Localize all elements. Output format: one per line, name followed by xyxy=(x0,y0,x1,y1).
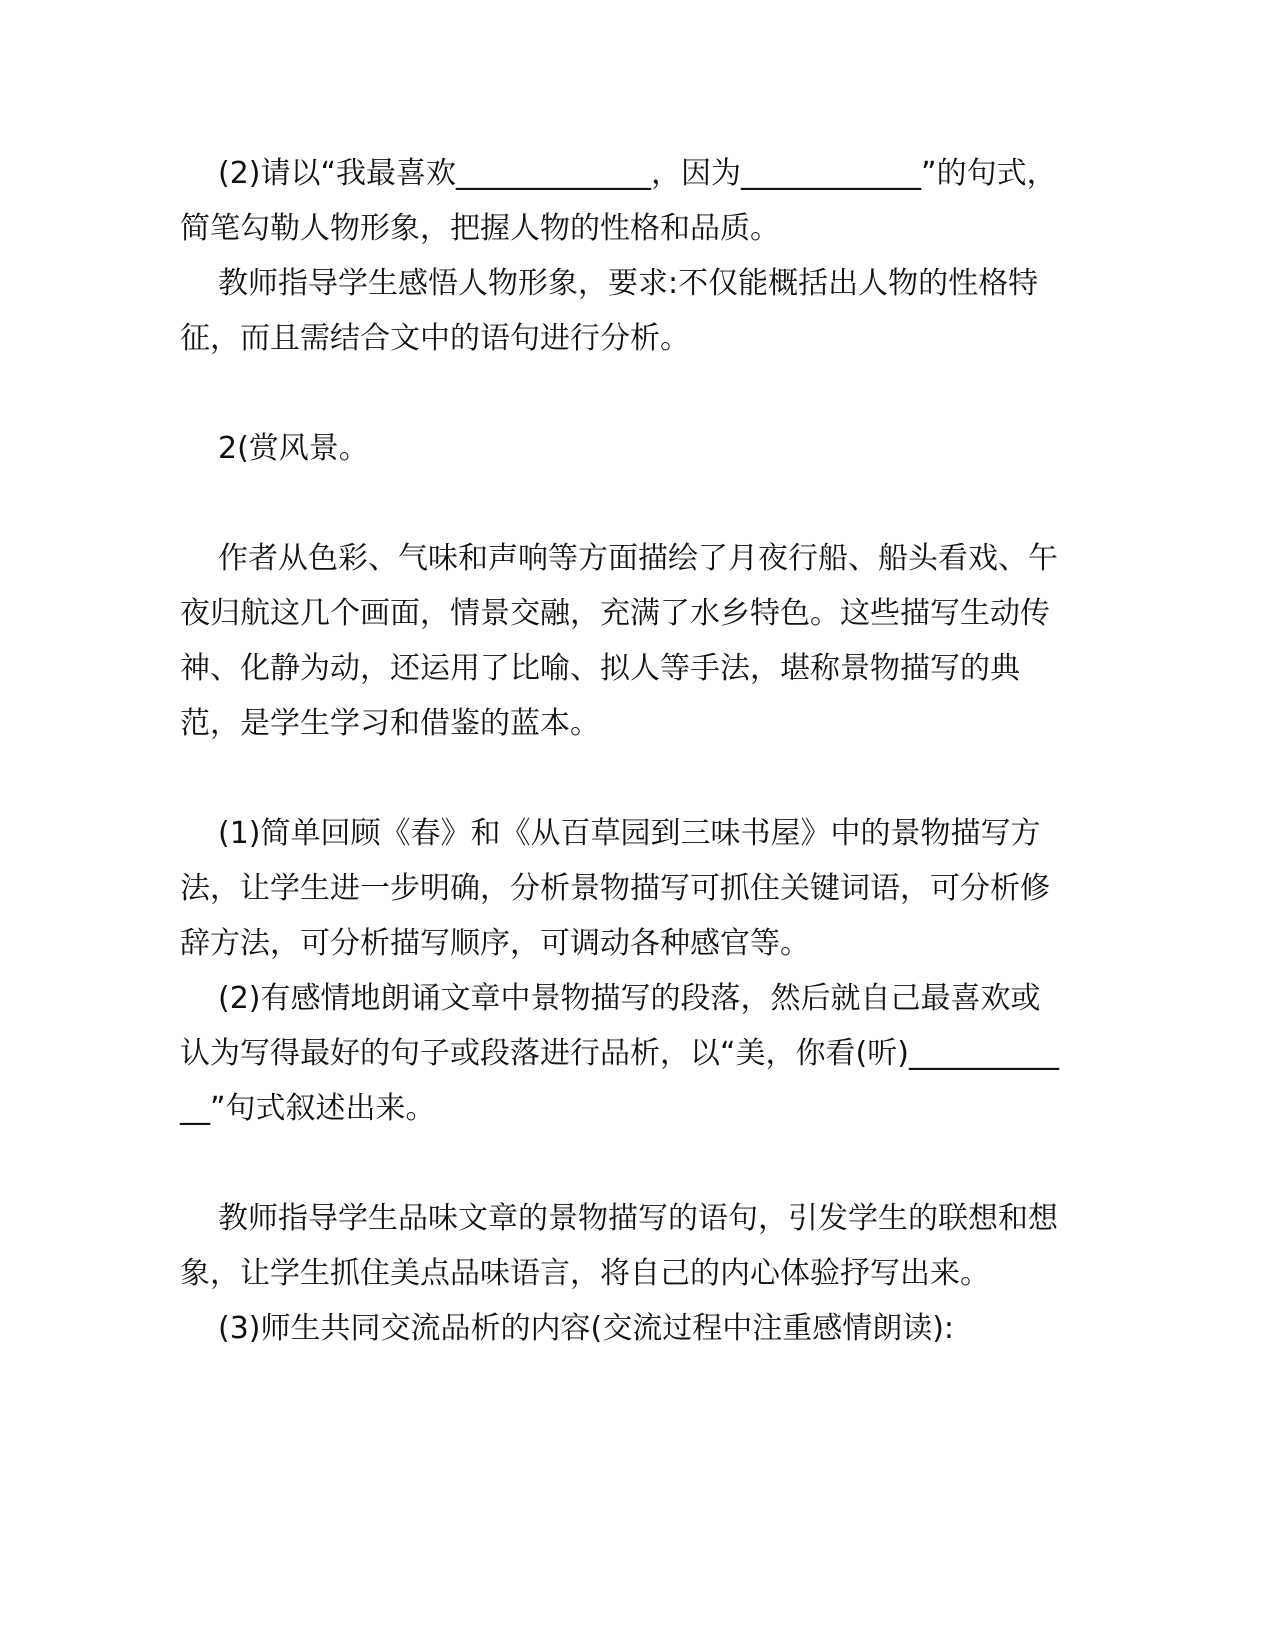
section-heading-scenery: 2(赏风景。 xyxy=(218,431,369,466)
paragraph-shared-exchange: (3)师生共同交流品析的内容(交流过程中注重感情朗读): xyxy=(218,1311,955,1346)
paragraph-spacer xyxy=(180,476,1060,531)
paragraph-scenery-description: 作者从色彩、气味和声响等方面描绘了月夜行船、船头看戏、午夜归航这几个画面，情景交融，充满了水乡特色。这些描写生动传神、化静为动，还运用了比喻、拟人等手法，堪称景物描写的典范，是学生学习和借鉴的蓝本。 xyxy=(180,541,1058,741)
paragraph-character-sentence-task: (2)请以“我最喜欢_____________，因为____________”的句式，简笔勾勒人物形象，把握人物的性格和品质。 xyxy=(180,156,1057,246)
paragraph-review-methods: (1)简单回顾《春》和《从百草园到三味书屋》中的景物描写方法，让学生进一步明确，分析景物描写可抓住关键词语，可分析修辞方法，可分析描写顺序，可调动各种感官等。 xyxy=(180,816,1050,961)
paragraph-teacher-guidance-character: 教师指导学生感悟人物形象，要求:不仅能概括出人物的性格特征，而且需结合文中的语句进行分析。 xyxy=(180,266,1039,356)
document-body xyxy=(180,146,1060,1356)
paragraph-reading-analysis: (2)有感情地朗诵文章中景物描写的段落，然后就自己最喜欢或认为写得最好的句子或段落进行品析，以“美，你看(听)____________”句式叙述出来。 xyxy=(180,981,1059,1126)
paragraph-spacer xyxy=(180,1136,1060,1191)
paragraph-spacer xyxy=(180,751,1060,806)
paragraph-teacher-guidance-scenery: 教师指导学生品味文章的景物描写的语句，引发学生的联想和想象，让学生抓住美点品味语言，将自己的内心体验抒写出来。 xyxy=(180,1201,1058,1291)
paragraph-spacer xyxy=(180,366,1060,421)
